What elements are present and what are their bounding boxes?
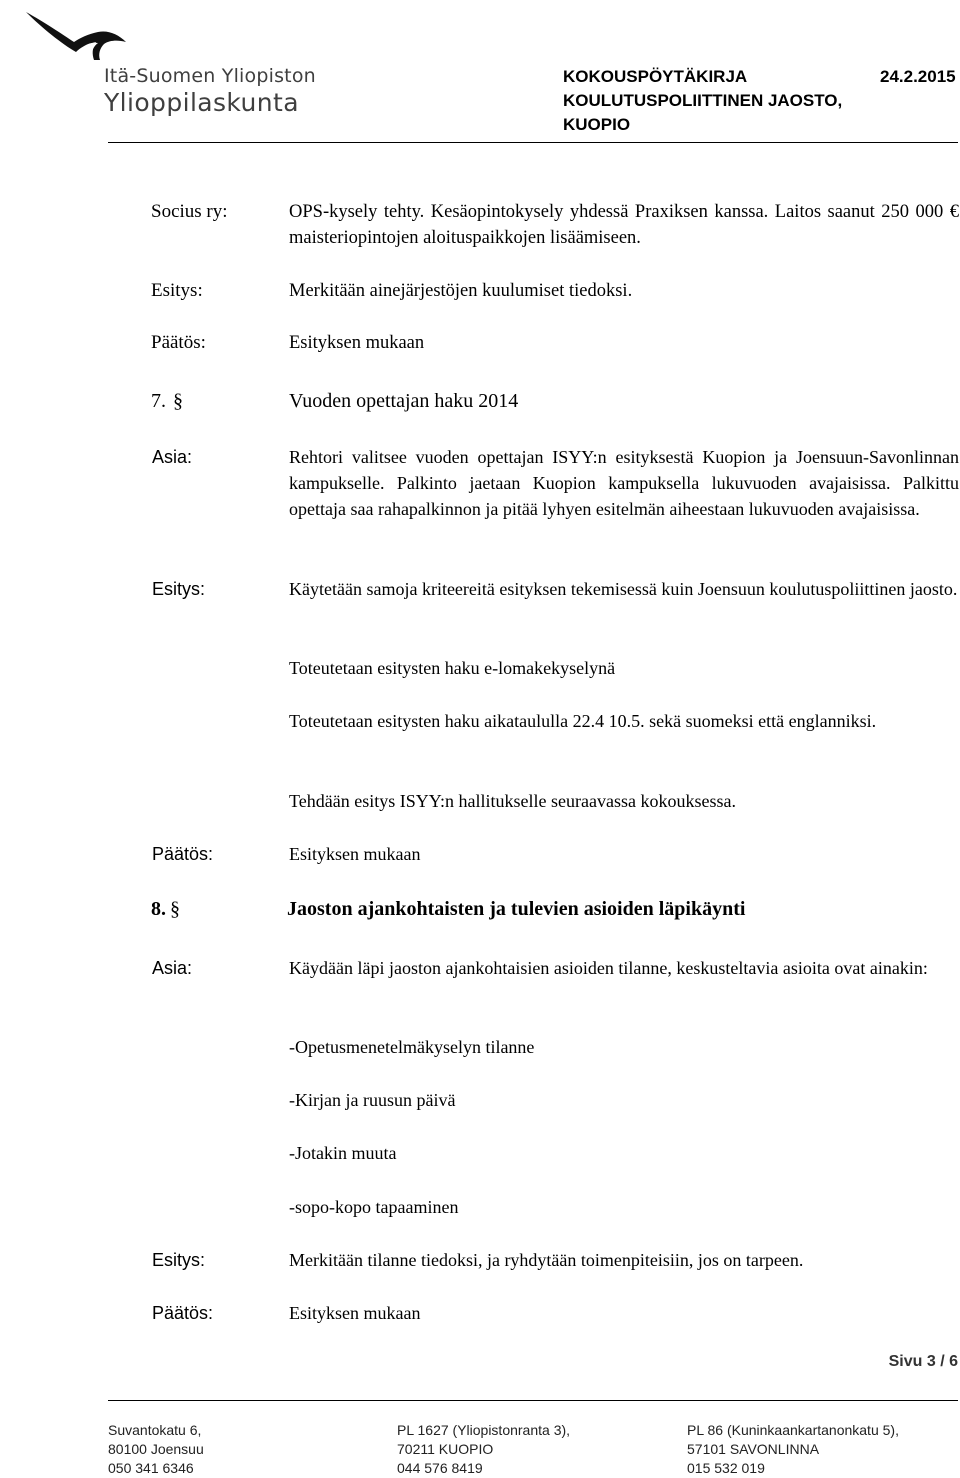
footer-line: 57101 SAVONLINNA <box>687 1441 820 1457</box>
esitys-text: Toteutetaan esitysten haku aikataululla 22.4 10.5. sekä suomeksi että englanniksi. <box>289 711 877 731</box>
footer-address-kuopio <box>397 1421 570 1478</box>
section-8-symbol: § <box>170 898 180 920</box>
section-7-symbol: § <box>173 390 183 412</box>
esitys-label: Esitys: <box>151 280 203 301</box>
doc-title-3: KUOPIO <box>563 115 631 134</box>
footer-address-savonlinna <box>687 1421 899 1478</box>
list-item: -sopo-kopo tapaaminen <box>289 1197 459 1217</box>
section-8-number: 8. <box>151 898 166 920</box>
footer-address-joensuu <box>108 1421 204 1478</box>
esitys-label: Esitys: <box>152 579 206 599</box>
header-divider <box>108 142 958 143</box>
esitys-text: Merkitään tilanne tiedoksi, ja ryhdytään toimenpiteisiin, jos on tarpeen. <box>289 1250 804 1270</box>
list-item: -Opetusmenetelmäkyselyn tilanne <box>289 1037 535 1057</box>
socius-text: OPS-kysely tehty. Kesäopintokysely yhdessä Praxiksen kanssa. Laitos saanut 250 000 € maisteriopintojen aloituspaikkojen lisäämiseen. <box>289 202 959 248</box>
footer-line: 80100 Joensuu <box>108 1441 204 1457</box>
list-item: -Jotakin muuta <box>289 1143 397 1163</box>
footer-line: PL 1627 (Yliopistonranta 3), <box>397 1422 571 1438</box>
asia-label: Asia: <box>152 447 193 467</box>
asia-text: Rehtori valitsee vuoden opettajan ISYY:n esityksestä Kuopion ja Joensuun-Savonlinnan kampukselle. Palkinto jaetaan Kuopion kampuksella lukuvuoden avajaisissa. Palkittu opettaja saa rahapalkinnon ja pitää lyhyen esitelmän aiheestaan lukuvuoden avajaisissa. <box>289 447 959 519</box>
esitys-text: Merkitään ainejärjestöjen kuulumiset tiedoksi. <box>289 281 633 301</box>
student-union-logo <box>22 8 332 118</box>
logo-org-line1: Itä-Suomen Yliopiston <box>104 65 316 87</box>
footer-line: 044 576 8419 <box>397 1460 483 1476</box>
paatos-label: Päätös: <box>151 332 206 353</box>
section-7-title: Vuoden opettajan haku 2014 <box>289 390 519 412</box>
footer-divider <box>108 1400 958 1401</box>
esitys-text: Tehdään esitys ISYY:n hallitukselle seuraavassa kokouksessa. <box>289 791 736 811</box>
footer-line: PL 86 (Kuninkaankartanonkatu 5), <box>687 1422 899 1438</box>
page-number: Sivu 3 / 6 <box>888 1353 958 1370</box>
footer-line: Suvantokatu 6, <box>108 1422 202 1438</box>
paatos-text: Esityksen mukaan <box>289 1303 421 1323</box>
list-item: -Kirjan ja ruusun päivä <box>289 1090 456 1110</box>
footer-line: 050 341 6346 <box>108 1460 194 1476</box>
paatos-text: Esityksen mukaan <box>289 844 421 864</box>
logo-emblem-icon <box>22 8 132 68</box>
section-7-number: 7. <box>151 390 166 412</box>
footer-line: 015 532 019 <box>687 1460 765 1476</box>
logo-org-line2: Ylioppilaskunta <box>104 88 299 117</box>
asia-text: Käydään läpi jaoston ajankohtaisien asioiden tilanne, keskusteltavia asioita ovat ainakin: <box>289 958 928 978</box>
paatos-label: Päätös: <box>152 1303 214 1323</box>
esitys-label: Esitys: <box>152 1250 206 1270</box>
paatos-text: Esityksen mukaan <box>289 333 425 353</box>
socius-label: Socius ry: <box>151 201 228 222</box>
footer-line: 70211 KUOPIO <box>397 1441 494 1457</box>
asia-label: Asia: <box>152 958 193 978</box>
doc-title-1: KOKOUSPÖYTÄKIRJA <box>563 67 748 86</box>
paatos-label: Päätös: <box>152 844 214 864</box>
esitys-text: Toteutetaan esitysten haku e-lomakekyselynä <box>289 658 616 678</box>
section-8-title: Jaoston ajankohtaisten ja tulevien asioiden läpikäynti <box>287 898 746 920</box>
esitys-text: Käytetään samoja kriteereitä esityksen tekemisessä kuin Joensuun koulutuspoliittinen jaosto. <box>289 579 958 599</box>
doc-title-2: KOULUTUSPOLIITTINEN JAOSTO, <box>563 91 843 110</box>
doc-date: 24.2.2015 <box>880 67 956 86</box>
